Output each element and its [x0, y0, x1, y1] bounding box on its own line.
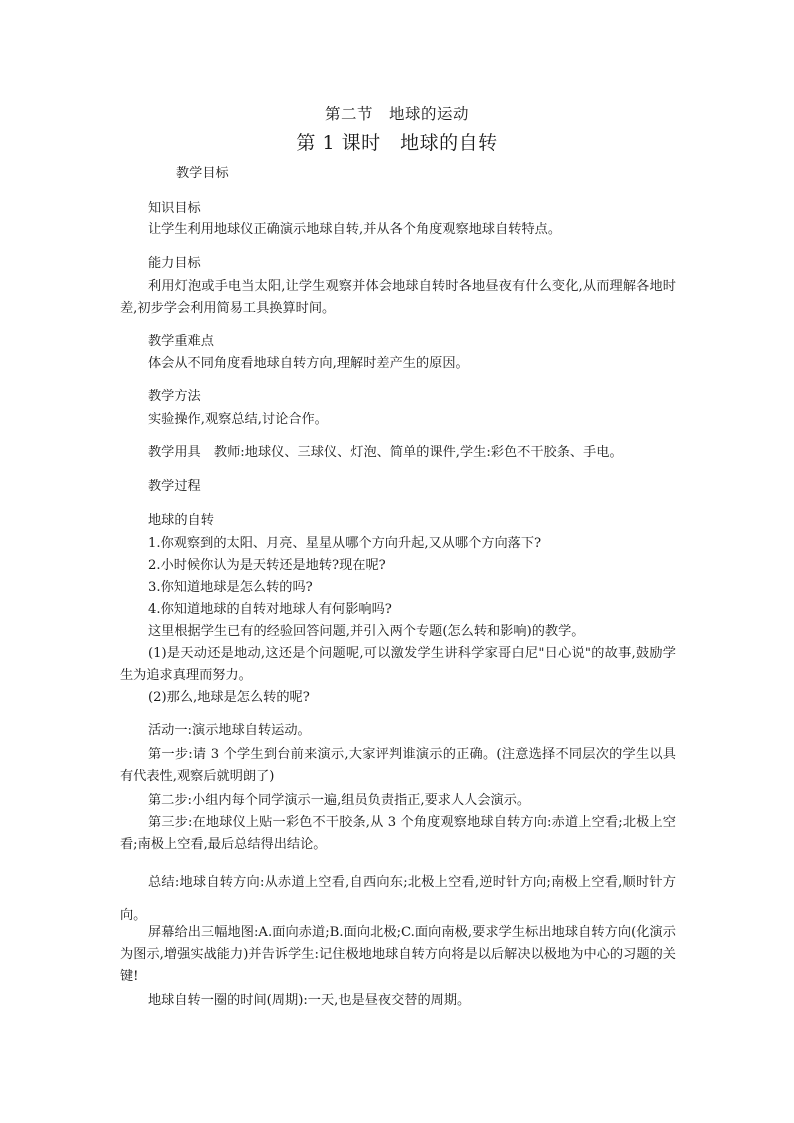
- step-2: 第二步:小组内每个同学演示一遍,组员负责指正,要求人人会演示。: [148, 793, 531, 808]
- ability-goals-heading: 能力目标: [148, 256, 201, 271]
- question-item: 2.小时候你认为是天转还是地转?现在呢?: [148, 558, 386, 573]
- question-item: 3.你知道地球是怎么转的吗?: [148, 580, 313, 595]
- point-1: (1)是天动还是地动,这还是个问题呢,可以激发学生讲科学家哥白尼"日心说"的故事,鼓励学生为追求真理而努力。: [120, 646, 676, 683]
- rotation-period-text: 地球自转一圈的时间(周期):一天,也是昼夜交替的周期。: [148, 993, 471, 1008]
- screen-maps-text: 屏幕给出三幅地图:A.面向赤道;B.面向北极;C.面向南极,要求学生标出地球自转方向(化演示为图示,增强实战能力)并告诉学生:记住极地地球自转方向将是以后解决以极地为中心的习题的关键!: [120, 925, 676, 984]
- knowledge-goals-heading: 知识目标: [148, 201, 201, 216]
- teaching-goals-heading: 教学目标: [176, 166, 229, 181]
- key-points-heading: 教学重难点: [148, 334, 214, 349]
- methods-text: 实验操作,观察总结,讨论合作。: [148, 412, 328, 427]
- teaching-tools-text: 教学用具 教师:地球仪、三球仪、灯泡、简单的课件,学生:彩色不干胶条、手电。: [148, 445, 623, 460]
- step-1: 第一步:请 3 个学生到台前来演示,大家评判谁演示的正确。(注意选择不同层次的学生以具有代表性,观察后就明朗了): [120, 747, 676, 784]
- question-item: 4.你知道地球的自转对地球人有何影响吗?: [148, 602, 392, 617]
- methods-heading: 教学方法: [148, 389, 201, 404]
- section-title: 第二节 地球的运动: [324, 105, 469, 123]
- rotation-sub-heading: 地球的自转: [148, 513, 214, 528]
- process-intro: 这里根据学生已有的经验回答问题,并引入两个专题(怎么转和影响)的教学。: [148, 624, 585, 639]
- teaching-process-heading: 教学过程: [148, 479, 201, 494]
- lesson-title: 第 1 课时 地球的自转: [296, 132, 498, 154]
- key-points-text: 体会从不同角度看地球自转方向,理解时差产生的原因。: [148, 356, 469, 371]
- point-2: (2)那么,地球是怎么转的呢?: [148, 690, 310, 705]
- ability-goals-text: 利用灯泡或手电当太阳,让学生观察并体会地球自转时各地昼夜有什么变化,从而理解各地时差,初步学会利用简易工具换算时间。: [120, 279, 676, 316]
- activity-title: 活动一:演示地球自转运动。: [148, 723, 311, 738]
- step-3: 第三步:在地球仪上贴一彩色不干胶条,从 3 个角度观察地球自转方向:赤道上空看;北极上空看;南极上空看,最后总结得出结论。: [120, 815, 676, 852]
- summary-text: 总结:地球自转方向:从赤道上空看,自西向东;北极上空看,逆时针方向;南极上空看,顺时针方向。: [120, 875, 676, 923]
- knowledge-goals-text: 让学生利用地球仪正确演示地球自转,并从各个角度观察地球自转特点。: [148, 222, 562, 237]
- question-item: 1.你观察到的太阳、月亮、星星从哪个方向升起,又从哪个方向落下?: [148, 536, 542, 551]
